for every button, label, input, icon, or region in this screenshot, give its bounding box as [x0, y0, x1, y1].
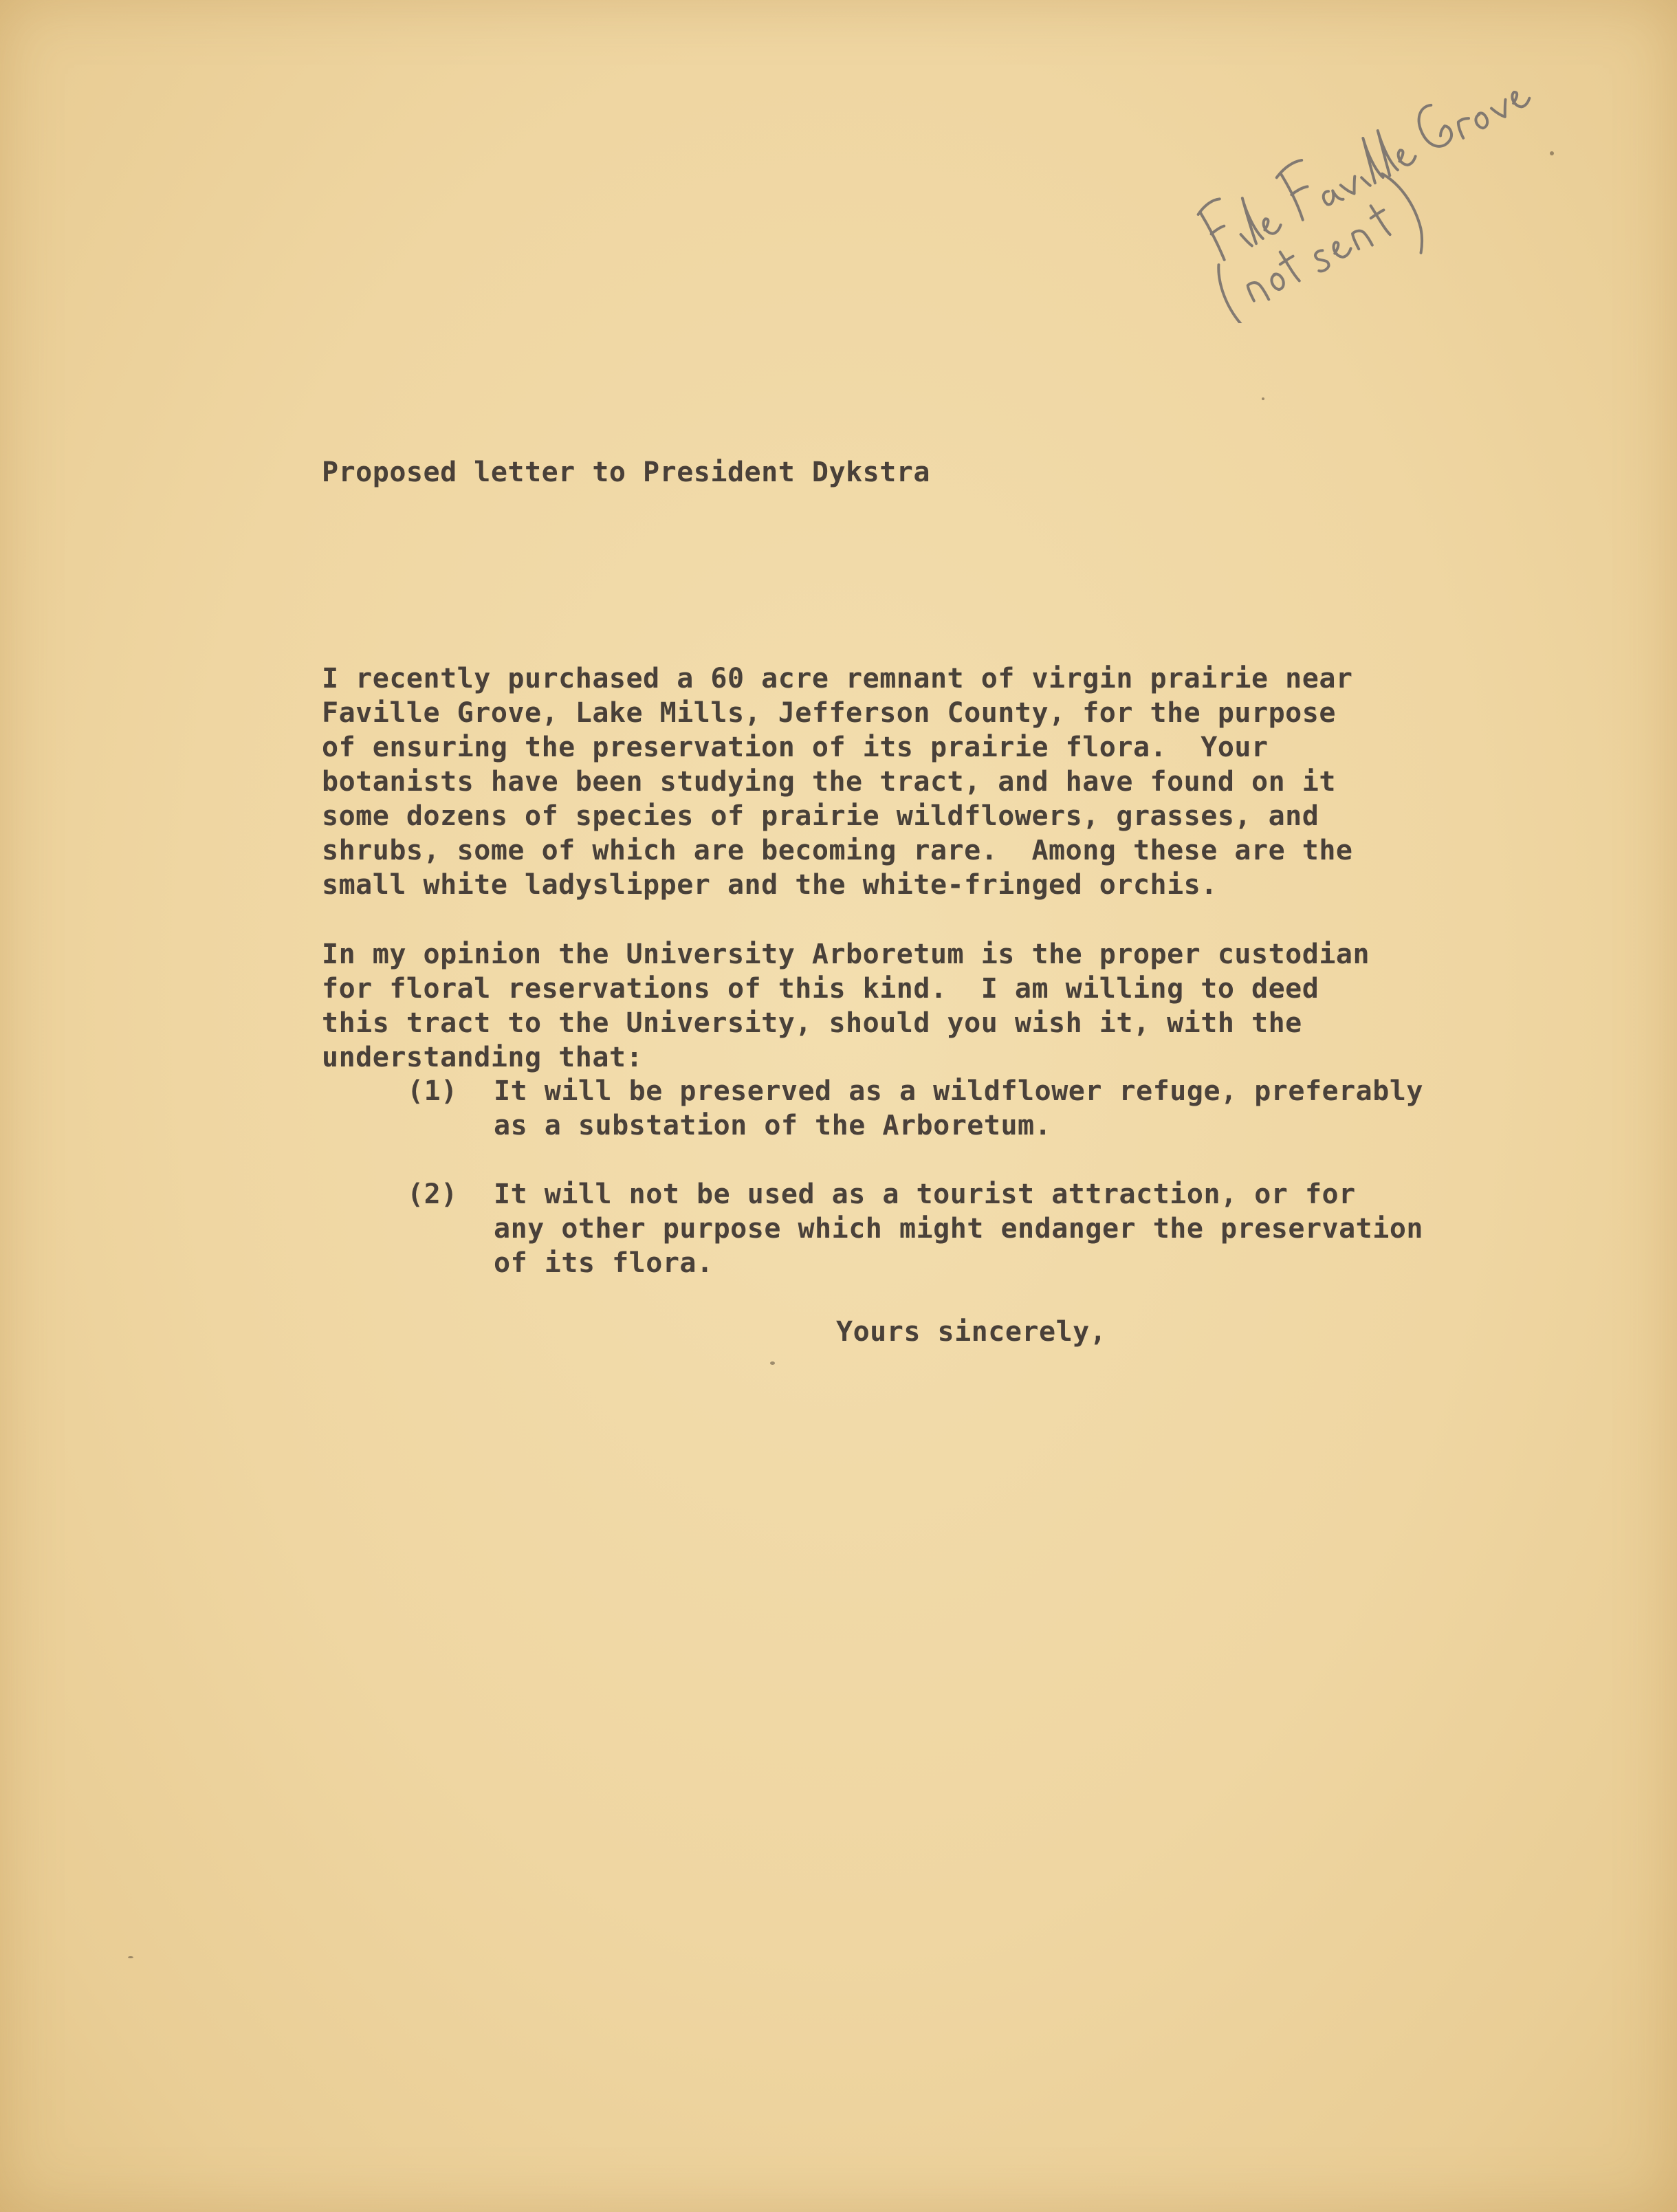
condition-number: (2) — [407, 1179, 458, 1210]
condition-item-2 — [407, 1177, 1424, 1315]
condition-line: as a substation of the Arboretum. — [494, 1110, 1052, 1141]
paragraph-line: Faville Grove, Lake Mills, Jefferson County, for the purpose — [322, 697, 1336, 729]
paragraph-line: understanding that: — [322, 1042, 644, 1073]
handwritten-annotation-drawing — [1169, 62, 1554, 323]
paragraph-line: some dozens of species of prairie wildflowers, grasses, and — [322, 800, 1319, 832]
letter-title: Proposed letter to President Dykstra — [322, 457, 930, 488]
paragraph-line: botanists have been studying the tract, and have found on it — [322, 766, 1336, 798]
paragraph-2 — [322, 903, 1370, 1075]
condition-line: It will not be used as a tourist attraction, or for — [494, 1179, 1356, 1210]
paragraph-line: shrubs, some of which are becoming rare. Among these are the — [322, 835, 1353, 866]
paragraph-line: small white ladyslipper and the white-fringed orchis. — [322, 869, 1218, 901]
paragraph-line: this tract to the University, should you wish it, with the — [322, 1007, 1302, 1039]
condition-line: It will be preserved as a wildflower refuge, preferably — [494, 1075, 1424, 1107]
handwritten-annotation — [1169, 62, 1554, 323]
paragraph-line: for floral reservations of this kind. I am willing to deed — [322, 973, 1319, 1005]
paragraph-line: of ensuring the preservation of its prairie flora. Your — [322, 732, 1269, 763]
condition-number: (1) — [407, 1075, 458, 1107]
paper-speck — [128, 1956, 133, 1958]
condition-text — [494, 1074, 1423, 1143]
condition-line: any other purpose which might endanger the preservation — [494, 1213, 1424, 1245]
paper-speck — [1550, 151, 1554, 155]
condition-text — [494, 1177, 1423, 1280]
paragraph-line: In my opinion the University Arboretum is the proper custodian — [322, 939, 1370, 970]
paper-speck — [770, 1361, 775, 1365]
closing-salutation: Yours sincerely, — [836, 1316, 1107, 1348]
condition-line: of its flora. — [494, 1247, 714, 1279]
paper-speck — [1262, 397, 1264, 400]
paragraph-line: I recently purchased a 60 acre remnant of virgin prairie near — [322, 663, 1353, 694]
paragraph-1 — [322, 627, 1353, 902]
